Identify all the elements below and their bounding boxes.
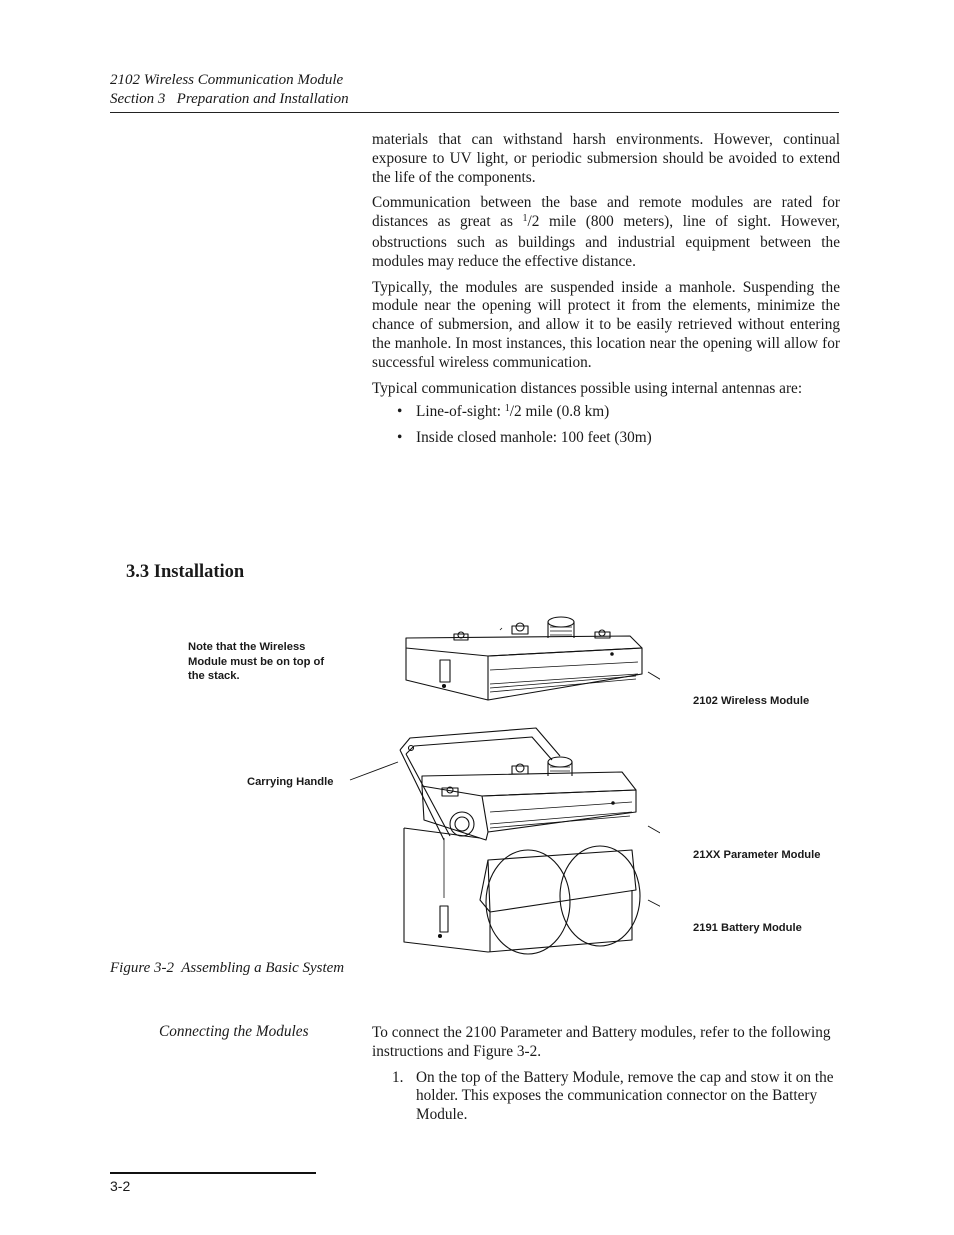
list-item [372, 403, 840, 424]
paragraph-distance [372, 194, 840, 271]
leader-wireless [648, 672, 660, 696]
fraction-denominator: /2 [527, 213, 540, 231]
leader-lines [350, 672, 660, 922]
fraction-numerator: 1 [522, 213, 528, 225]
carrying-handle-drawing [400, 728, 560, 840]
fraction-denominator: /2 [509, 403, 522, 421]
label-carrying-handle: Carrying Handle [247, 776, 334, 788]
leader-parameter [648, 826, 660, 850]
leader-handle [350, 762, 398, 780]
list-item [372, 1069, 840, 1125]
connecting-text [372, 1024, 840, 1125]
bullet-line-of-sight-end: mile (0.8 km) [521, 403, 610, 421]
step-text: On the top of the Battery Module, remove the cap and stow it on the holder. This exposes the communication connector on the Battery Module. [416, 1068, 834, 1124]
running-header-section: Section 3 Preparation and Installation [110, 91, 349, 107]
paragraph-distance-end: mile (800 meters), line of sight. However, obstructions such as buildings and industrial equipment between the modules may reduce the effective distance. [372, 213, 840, 270]
body-text [372, 131, 840, 453]
antenna-connector [548, 617, 574, 638]
label-battery-module: 2191 Battery Module [693, 922, 802, 934]
fraction-numerator: 1 [504, 403, 510, 415]
step-number: 1. [392, 1068, 404, 1086]
paragraph-distance-start: Communication between the base and remote modules are rated for distances as great as [372, 194, 840, 231]
parameter-module-drawing [422, 757, 636, 840]
section-heading: 3.3 Installation [126, 562, 245, 582]
leader-battery [648, 900, 660, 922]
page-number: 3-2 [110, 1178, 131, 1194]
label-parameter-module: 21XX Parameter Module [693, 849, 821, 861]
bullet-icon: • [397, 403, 403, 421]
side-heading-connecting: Connecting the Modules [159, 1023, 309, 1040]
bullet-line-of-sight-start: Line-of-sight: [416, 403, 505, 421]
steps-list [372, 1069, 840, 1125]
paragraph-typical: Typical communication distances possible using internal antennas are: [372, 379, 803, 397]
bullet-manhole: Inside closed manhole: 100 feet (30m) [416, 429, 652, 447]
footer-rule [110, 1172, 316, 1174]
battery-module-drawing [404, 828, 640, 954]
figure-caption: Figure 3-2 Assembling a Basic System [110, 960, 345, 976]
list-item [372, 429, 840, 448]
bullet-icon: • [397, 429, 403, 447]
wireless-module-drawing [406, 617, 642, 700]
paragraph-connecting-intro: To connect the 2100 Parameter and Battery modules, refer to the following instructions and Figure 3-2. [372, 1024, 831, 1060]
module-stack-illustration [340, 600, 660, 960]
header-rule [110, 112, 839, 113]
distance-list [372, 403, 840, 448]
stack-order-note: Note that the Wireless Module must be on top of the stack. [188, 641, 325, 682]
label-wireless-module: 2102 Wireless Module [693, 695, 810, 707]
running-header-title: 2102 Wireless Communication Module [110, 72, 344, 88]
paragraph-manhole: Typically, the modules are suspended inside a manhole. Suspending the module near the opening will protect it from the elements, minimize the chance of submersion, and allow it to be easily retrieved without entering the manhole. In most instances, this location near the opening will allow for successful wireless communication. [372, 278, 840, 371]
paragraph-materials: materials that can withstand harsh environments. However, continual exposure to UV light, or periodic submersion should be avoided to extend the life of the components. [372, 131, 840, 186]
